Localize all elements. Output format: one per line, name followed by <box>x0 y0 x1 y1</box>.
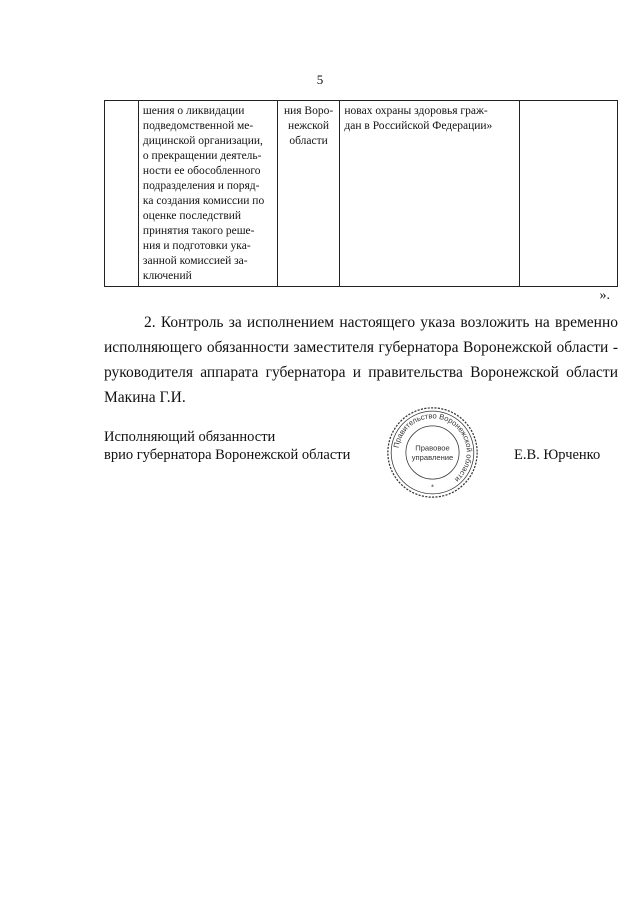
subject-line: занной комиссией за- <box>142 255 248 267</box>
authority-line: ния Воро- <box>283 105 334 117</box>
closing-quote-mark: ». <box>599 288 610 303</box>
subject-line: подразделения и поряд- <box>142 180 260 192</box>
basis-line: новах охраны здоровья граж- <box>344 105 488 117</box>
subject-line: ния и подготовки ука- <box>142 240 251 252</box>
legal-basis-cell <box>340 101 520 287</box>
subject-line: ности ее обособленного <box>142 165 261 177</box>
position-line: Исполняющий обязанности <box>104 429 276 445</box>
basis-line: дан в Российской Федерации» <box>344 120 493 132</box>
subject-line: ка создания комиссии по <box>142 195 265 207</box>
authority-line: нежской <box>288 120 330 132</box>
page-number: 5 <box>316 72 324 87</box>
seal-center-line1: Правовое <box>415 443 450 453</box>
subject-line: о прекращении деятель- <box>142 150 262 162</box>
seal-center-line2: управление <box>411 453 454 463</box>
subject-line: шения о ликвидации <box>142 105 245 117</box>
seal-star-mark: * <box>431 482 434 492</box>
subject-line: принятия такого реше- <box>142 225 255 237</box>
signatory-position <box>104 428 350 464</box>
position-line: врио губернатора Воронежской области <box>104 447 351 463</box>
signatory-name: Е.В. Юрченко <box>514 447 601 463</box>
control-paragraph: 2. Контроль за исполнением настоящего указа возложить на временно исполняющего обязанности заместителя губернатора Воронежской области - руководителя аппарата губернатора и правительства Воронежской области Макина Г.И. <box>104 314 618 406</box>
table-row <box>105 101 618 287</box>
seal-ring-text: Правительство Воронежской области <box>391 411 474 485</box>
authority-line: области <box>289 135 328 147</box>
subject-line: ключений <box>142 270 192 282</box>
continuation-table <box>104 100 618 287</box>
official-seal-stamp <box>385 405 480 500</box>
subject-line: дицинской организации, <box>142 135 263 147</box>
subject-cell <box>138 101 277 287</box>
subject-line: оценке последствий <box>142 210 242 222</box>
row-number-cell <box>105 101 139 287</box>
subject-line: подведомственной ме- <box>142 120 254 132</box>
authority-cell <box>277 101 340 287</box>
note-cell <box>520 101 618 287</box>
